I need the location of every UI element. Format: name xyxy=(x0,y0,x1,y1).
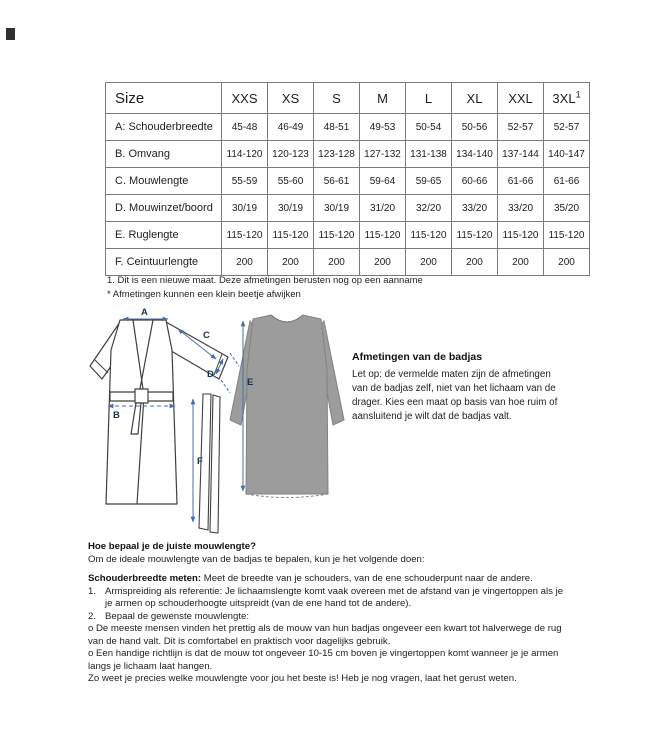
table-cell: 33/20 xyxy=(498,195,544,222)
table-row-label: B. Omvang xyxy=(106,141,222,168)
table-cell: 48-51 xyxy=(314,114,360,141)
table-cell: 45-48 xyxy=(222,114,268,141)
table-cell: 115-120 xyxy=(544,222,590,249)
table-cell: 200 xyxy=(498,249,544,276)
table-row-label: C. Mouwlengte xyxy=(106,168,222,195)
table-cell: 61-66 xyxy=(498,168,544,195)
table-cell: 52-57 xyxy=(544,114,590,141)
label-e: E xyxy=(247,377,254,388)
table-row-label: A: Schouderbreedte xyxy=(106,114,222,141)
robe-measurement-diagram xyxy=(80,306,352,546)
footnote-2: * Afmetingen kunnen een klein beetje afwijken xyxy=(107,289,301,300)
step-text: Armspreiding als referentie: Je lichaamslengte komt vaak overeen met de afstand van je vingertoppen als je je armen op schouderhoogte uitspreidt (van de ene hand tot de andere). xyxy=(105,585,564,609)
table-cell: 52-57 xyxy=(498,114,544,141)
col-header-m: M xyxy=(360,83,406,114)
cropped-element-fragment xyxy=(6,28,15,40)
table-cell: 59-64 xyxy=(360,168,406,195)
table-cell: 120-123 xyxy=(268,141,314,168)
table-cell: 123-128 xyxy=(314,141,360,168)
table-cell: 137-144 xyxy=(498,141,544,168)
table-cell: 115-120 xyxy=(406,222,452,249)
table-cell: 131-138 xyxy=(406,141,452,168)
table-cell: 46-49 xyxy=(268,114,314,141)
howto-step-1 xyxy=(88,586,566,611)
table-cell: 115-120 xyxy=(498,222,544,249)
table-cell: 60-66 xyxy=(452,168,498,195)
table-row-omvang xyxy=(106,141,590,168)
table-row-mouwlengte xyxy=(106,168,590,195)
table-cell: 115-120 xyxy=(314,222,360,249)
table-cell: 30/19 xyxy=(222,195,268,222)
table-cell: 200 xyxy=(452,249,498,276)
table-cell: 30/19 xyxy=(268,195,314,222)
table-row-ruglengte xyxy=(106,222,590,249)
table-row-ceintuurlengte xyxy=(106,249,590,276)
howto-intro: Om de ideale mouwlengte van de badjas te bepalen, kun je het volgende doen: xyxy=(88,553,425,565)
step-number: 2. xyxy=(88,610,97,622)
size-table-container xyxy=(105,82,590,276)
back-hem-guide xyxy=(246,494,328,498)
label-c: C xyxy=(203,330,210,341)
table-footnotes xyxy=(107,274,423,302)
robe-back-view xyxy=(230,315,344,498)
size-table xyxy=(105,82,590,276)
col-header-xxs: XXS xyxy=(222,83,268,114)
label-a: A xyxy=(141,307,148,318)
table-cell: 200 xyxy=(544,249,590,276)
col-header-xs: XS xyxy=(268,83,314,114)
step-number: 1. xyxy=(88,585,97,597)
table-row-label: F. Ceintuurlengte xyxy=(106,249,222,276)
howto-bullet-1: o De meeste mensen vinden het prettig als de mouw van hun badjas ongeveer een kwart tot halverwege de rug van de hand valt. Dit is comfortabel en praktisch voor dagelijks gebruik. xyxy=(88,623,562,647)
table-cell: 140-147 xyxy=(544,141,590,168)
table-cell: 55-59 xyxy=(222,168,268,195)
table-cell: 49-53 xyxy=(360,114,406,141)
table-cell: 200 xyxy=(360,249,406,276)
table-cell: 200 xyxy=(406,249,452,276)
col-header-l: L xyxy=(406,83,452,114)
howto-bullet-2: o Een handige richtlijn is dat de mouw tot ongeveer 10-15 cm boven je vingertoppen komt wanneer je je armen langs je lichaam laat hangen. xyxy=(88,648,559,672)
label-f: F xyxy=(197,456,203,467)
table-row-mouwinzet xyxy=(106,195,590,222)
table-cell: 30/19 xyxy=(314,195,360,222)
table-cell: 115-120 xyxy=(452,222,498,249)
table-row-label: E. Ruglengte xyxy=(106,222,222,249)
table-cell: 115-120 xyxy=(268,222,314,249)
size-header: Size xyxy=(106,83,222,114)
shoulder-measure-text: Meet de breedte van je schouders, van de ene schouderpunt naar de andere. xyxy=(201,573,533,584)
table-cell: 114-120 xyxy=(222,141,268,168)
footnote-marker: 1 xyxy=(575,89,581,100)
sleeve-length-guide xyxy=(88,541,566,686)
table-cell: 55-60 xyxy=(268,168,314,195)
table-cell: 59-65 xyxy=(406,168,452,195)
table-row-label: D. Mouwinzet/boord xyxy=(106,195,222,222)
back-body xyxy=(246,315,328,494)
cuff-guide-1 xyxy=(230,353,239,366)
col-header-s: S xyxy=(314,83,360,114)
table-cell: 31/20 xyxy=(360,195,406,222)
strap-right xyxy=(210,395,220,533)
howto-closing: Zo weet je precies welke mouwlengte voor jou het beste is! Heb je nog vragen, laat het gerust weten. xyxy=(88,673,517,684)
table-cell: 115-120 xyxy=(222,222,268,249)
shoulder-measure-label: Schouderbreedte meten: xyxy=(88,573,202,584)
label-b: B xyxy=(113,410,120,421)
table-cell: 61-66 xyxy=(544,168,590,195)
table-cell: 56-61 xyxy=(314,168,360,195)
measure-info xyxy=(352,350,564,424)
cuff-guide-2 xyxy=(221,380,230,393)
table-cell: 127-132 xyxy=(360,141,406,168)
col-header-3xl-label: 3XL xyxy=(552,90,576,106)
label-d: D xyxy=(207,369,214,380)
table-cell: 50-54 xyxy=(406,114,452,141)
footnote-1: 1. Dit is een nieuwe maat. Deze afmetingen berusten nog op een aanname xyxy=(107,275,423,286)
table-cell: 33/20 xyxy=(452,195,498,222)
table-cell: 115-120 xyxy=(360,222,406,249)
belt-knot xyxy=(135,389,148,403)
shoulder-measure-line xyxy=(88,573,566,586)
table-header-row xyxy=(106,83,590,114)
measure-info-body: Let op: de vermelde maten zijn de afmetingen van de badjas zelf, niet van het lichaam van de drager. Kies een maat op basis van hoe ruim of aansluitend je wilt dat de badjas valt. xyxy=(352,369,558,422)
step-text: Bepaal de gewenste mouwlengte: xyxy=(105,610,250,622)
table-cell: 200 xyxy=(268,249,314,276)
col-header-3xl xyxy=(544,83,590,114)
table-cell: 134-140 xyxy=(452,141,498,168)
howto-title: Hoe bepaal je de juiste mouwlengte? xyxy=(88,541,256,552)
col-header-xxl: XXL xyxy=(498,83,544,114)
howto-step-2 xyxy=(88,611,566,624)
table-row-schouderbreedte xyxy=(106,114,590,141)
table-cell: 200 xyxy=(222,249,268,276)
table-cell: 200 xyxy=(314,249,360,276)
table-cell: 50-56 xyxy=(452,114,498,141)
measure-info-title: Afmetingen van de badjas xyxy=(352,351,483,363)
col-header-xl: XL xyxy=(452,83,498,114)
table-cell: 35/20 xyxy=(544,195,590,222)
table-cell: 32/20 xyxy=(406,195,452,222)
